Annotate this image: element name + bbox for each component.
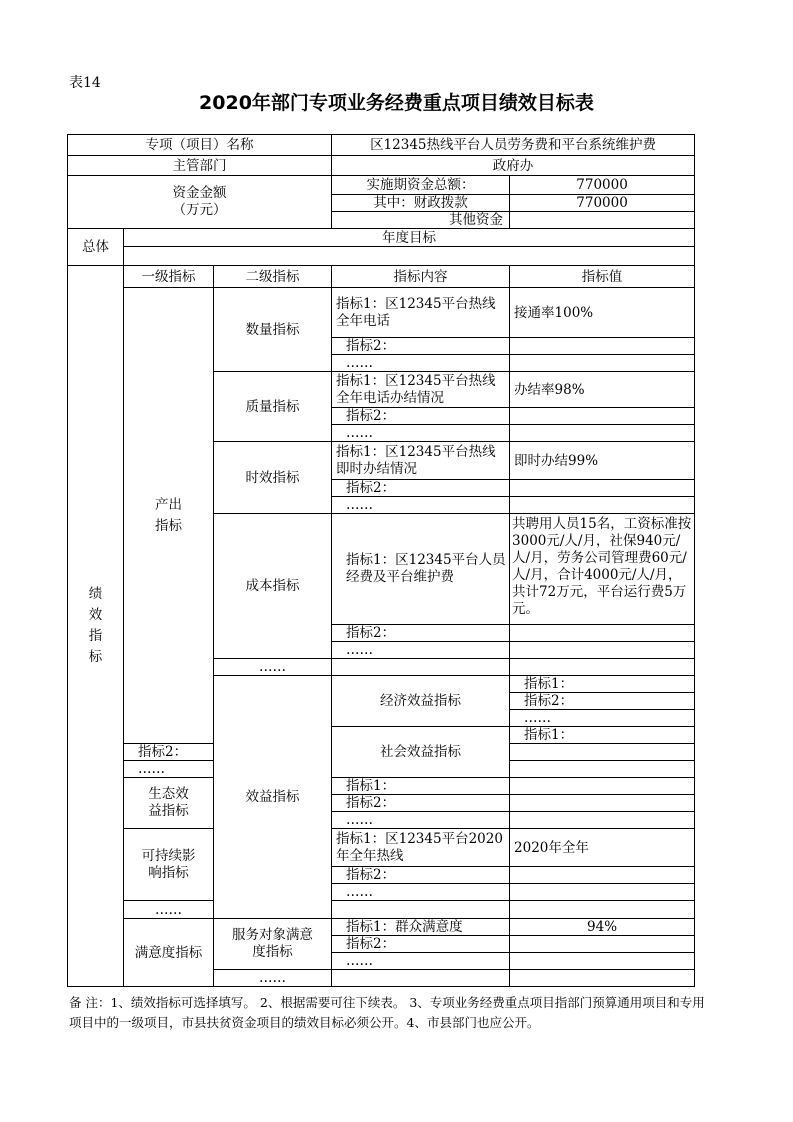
indicator-content: …… <box>332 642 510 659</box>
funds-row-value: 770000 <box>510 195 695 212</box>
indicator-content: …… <box>332 497 510 514</box>
indicator-value <box>510 812 695 829</box>
social-label: 社会效益指标 <box>332 727 510 778</box>
header-level1: 一级指标 <box>124 266 214 288</box>
timeliness-label: 时效指标 <box>214 442 332 514</box>
indicator-content: …… <box>332 355 510 372</box>
indicator-value <box>510 761 695 778</box>
indicator-value <box>510 338 695 355</box>
indicator-content: 指标2： <box>332 867 510 884</box>
indicator-content: 指标1：区12345平台人员经费及平台维护费 <box>332 514 510 625</box>
indicator-content: 指标2： <box>332 625 510 642</box>
indicator-content: 指标1：区12345平台热线即时办结情况 <box>332 442 510 480</box>
indicator-content: 指标1：群众满意度 <box>332 919 510 936</box>
funds-row-value <box>510 212 695 229</box>
indicator-content <box>332 901 510 919</box>
benefit-label: 效益指标 <box>214 676 332 919</box>
economic-label: 经济效益指标 <box>332 676 510 727</box>
dept-label: 主管部门 <box>68 156 332 176</box>
indicator-value <box>510 425 695 442</box>
indicator-value <box>510 744 695 761</box>
indicator-content <box>332 970 510 987</box>
indicator-content: 指标1：区12345平台热线全年电话办结情况 <box>332 372 510 408</box>
header-content: 指标内容 <box>332 266 510 288</box>
cost-label: 成本指标 <box>214 514 332 659</box>
indicator-content: 指标2： <box>332 480 510 497</box>
benefit-more: …… <box>124 901 214 919</box>
cost-value-text: 共聘用人员15名，工资标准按3000元/人/月，社保940元/人/月，劳务公司管理费60元/人/月，合计4000元/人/月，共计72万元，平台运行费5万元。 <box>512 516 692 617</box>
funds-row-label: 其中：财政拨款 <box>332 195 510 212</box>
indicator-value: 办结率98% <box>510 372 695 408</box>
indicator-content: 指标1：区12345平台2020年全年热线 <box>332 829 510 867</box>
indicator-content: 指标1： <box>510 727 695 744</box>
funds-row-value: 770000 <box>510 176 695 195</box>
quality-label: 质量指标 <box>214 372 332 442</box>
indicator-content: …… <box>332 812 510 829</box>
indicator-content: 指标2： <box>332 408 510 425</box>
indicator-content: 指标1： <box>510 676 695 693</box>
overall-label: 总体 <box>68 229 124 266</box>
funds-label: 资金金额 <box>172 185 227 201</box>
header-value: 指标值 <box>510 266 695 288</box>
indicator-value <box>510 970 695 987</box>
annual-target-header: 年度目标 <box>124 229 695 247</box>
funds-unit: （万元） <box>172 202 227 218</box>
annual-target-value <box>124 247 695 266</box>
indicator-content: …… <box>332 953 510 970</box>
indicator-value: 即时办结99% <box>510 442 695 480</box>
indicator-value <box>510 497 695 514</box>
indicator-value <box>510 625 695 642</box>
satisfaction-more: …… <box>214 970 332 987</box>
sustainable-label: 可持续影响指标 <box>124 829 214 901</box>
output-label: 产出指标 <box>124 288 214 744</box>
indicator-content <box>332 659 510 676</box>
indicator-content: …… <box>332 884 510 901</box>
indicator-value <box>510 884 695 901</box>
funds-row-label: 实施期资金总额： <box>332 176 510 195</box>
quantity-label: 数量指标 <box>214 288 332 372</box>
project-name-label: 专项（项目）名称 <box>68 135 332 156</box>
indicator-value: 接通率100% <box>510 288 695 338</box>
indicator-value: 2020年全年 <box>510 829 695 867</box>
indicator-content: 指标2： <box>332 795 510 812</box>
output-more: …… <box>214 659 332 676</box>
project-name-value: 区12345热线平台人员劳务费和平台系统维护费 <box>332 135 695 156</box>
footnote: 备 注：1、绩效指标可选择填写。 2、根据需要可往下续表。 3、专项业务经费重点项目指部门预算通用项目和专用项目中的一级项目，市县扶贫资金项目的绩效目标必须公开。4、市县部门也应公开。 <box>69 995 705 1030</box>
indicator-value <box>510 659 695 676</box>
page-title: 2020年部门专项业务经费重点项目绩效目标表 <box>199 92 594 114</box>
indicator-content: 指标2： <box>332 338 510 355</box>
indicator-value <box>510 953 695 970</box>
indicator-content: 指标2： <box>510 693 695 710</box>
table-number: 表14 <box>69 75 101 91</box>
dept-value: 政府办 <box>332 156 695 176</box>
service-satisfaction-label: 服务对象满意度指标 <box>214 919 332 970</box>
indicator-content: …… <box>124 761 214 778</box>
indicator-content: 指标2： <box>124 744 214 761</box>
indicator-content: …… <box>510 710 695 727</box>
indicator-value <box>510 642 695 659</box>
indicator-value <box>510 480 695 497</box>
header-level2: 二级指标 <box>214 266 332 288</box>
satisfaction-label: 满意度指标 <box>124 919 214 987</box>
performance-target-table <box>67 134 695 987</box>
indicator-value <box>510 901 695 919</box>
funds-label-cell <box>68 176 332 229</box>
indicator-value <box>510 795 695 812</box>
indicator-value: 94% <box>510 919 695 936</box>
indicator-value <box>510 778 695 795</box>
perf-label: 绩效指标 <box>68 266 124 987</box>
ecological-label: 生态效益指标 <box>124 778 214 829</box>
indicator-content: 指标1：区12345平台热线全年电话 <box>332 288 510 338</box>
indicator-value <box>510 867 695 884</box>
funds-row-label: 其他资金 <box>332 212 510 229</box>
indicator-value <box>510 936 695 953</box>
indicator-content: 指标1： <box>332 778 510 795</box>
indicator-value <box>510 514 695 625</box>
indicator-value <box>510 408 695 425</box>
indicator-content: …… <box>332 425 510 442</box>
indicator-content: 指标2： <box>332 936 510 953</box>
indicator-value <box>510 355 695 372</box>
